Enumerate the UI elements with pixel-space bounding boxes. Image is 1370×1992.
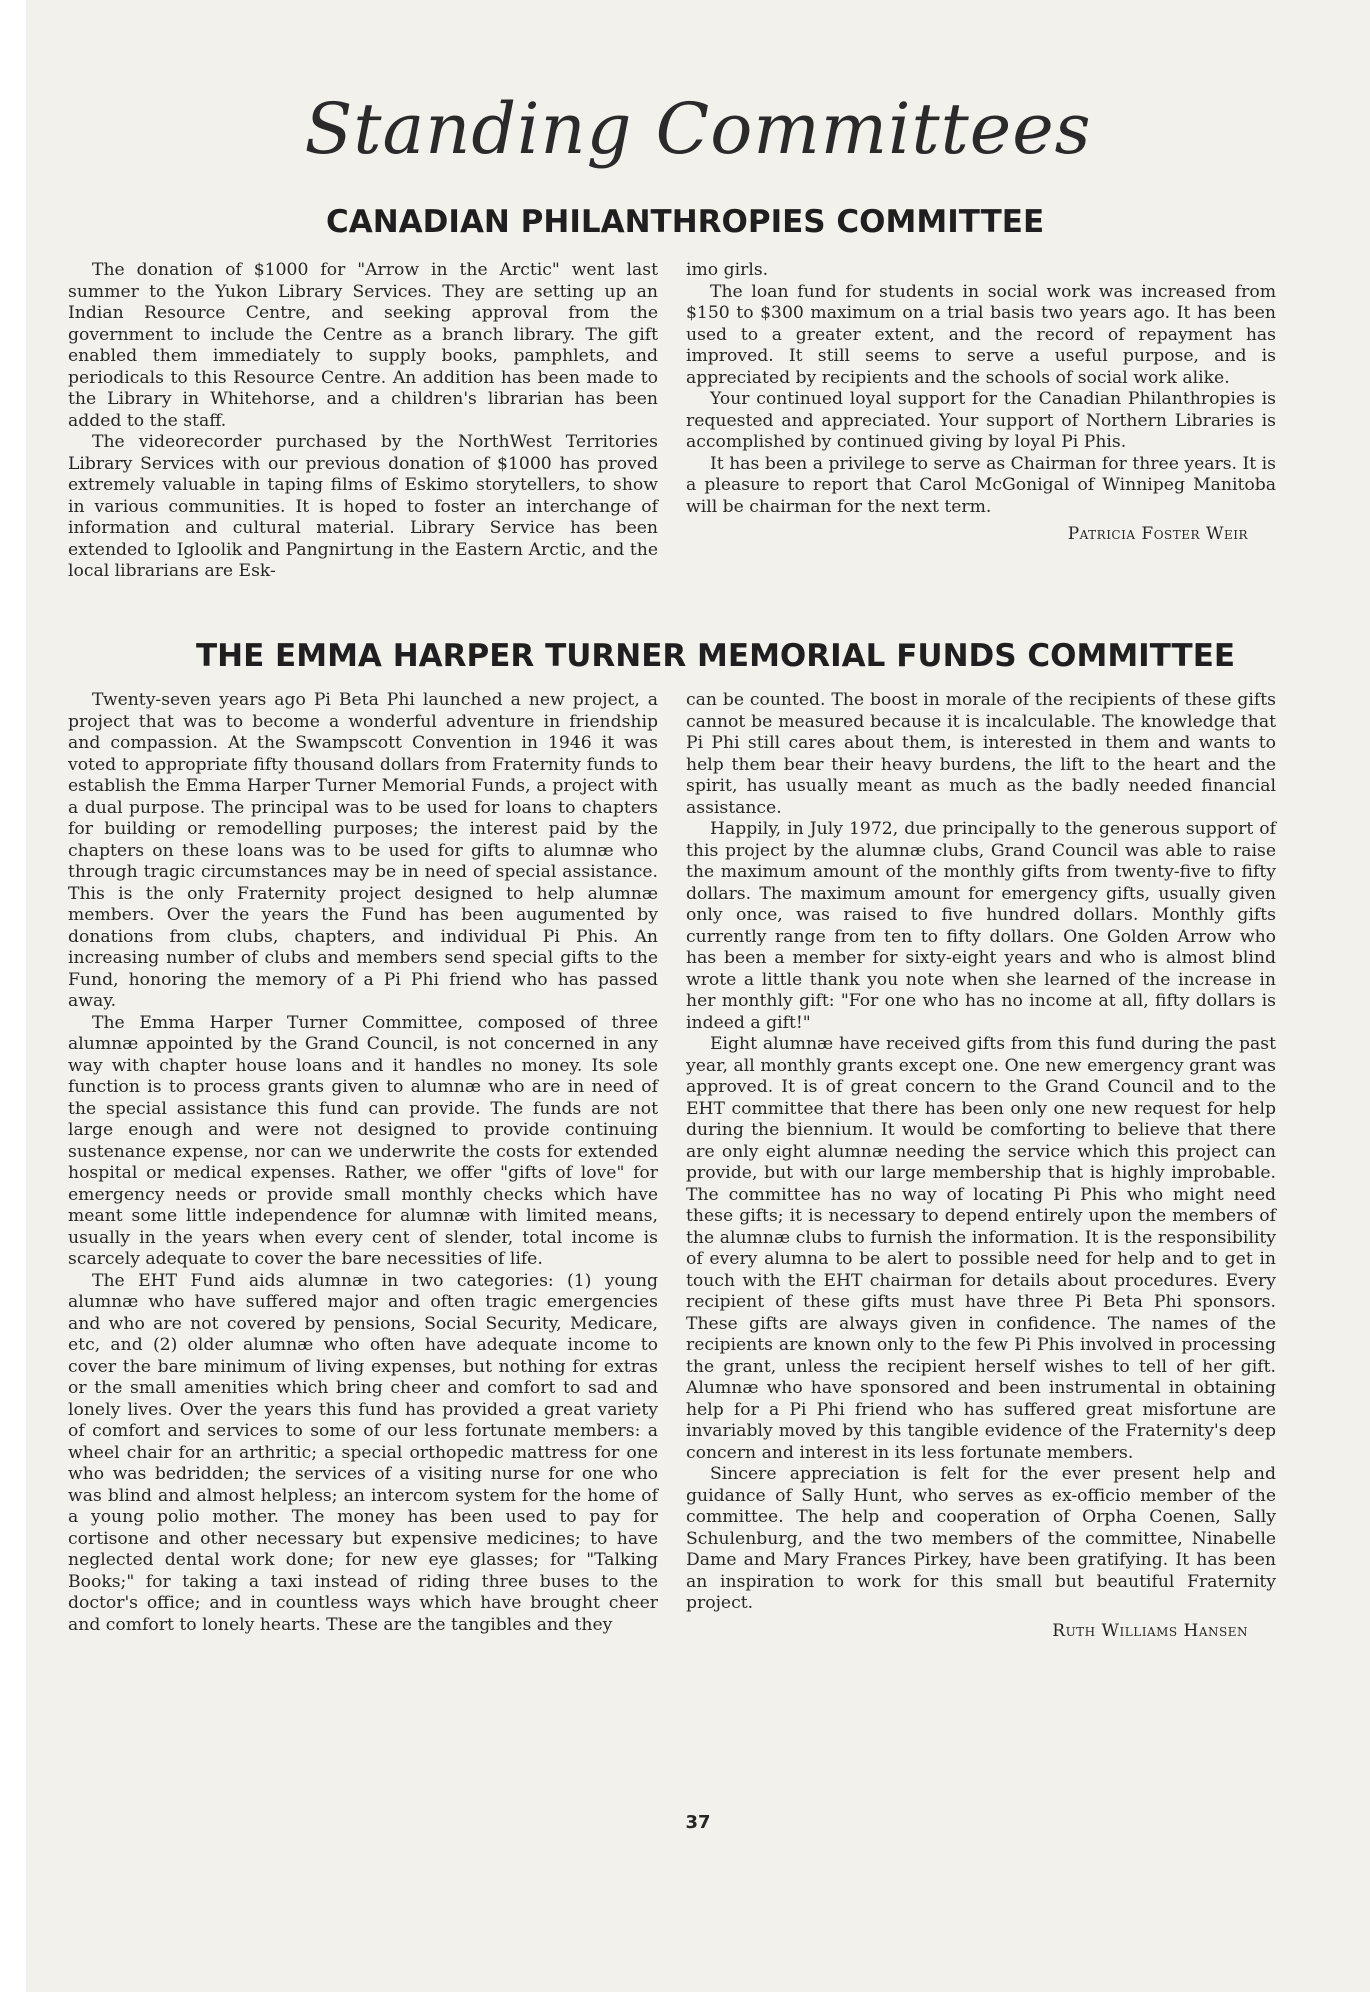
page-number: 37 — [685, 1812, 711, 1833]
paragraph: The donation of $1000 for "Arrow in the Arctic" went last summer to the Yukon Library Services. They are setting up an Indian Resource Centre, and seeking approval from the government to include the Centre as a branch library. The gift enabled them immediately to supply books, pamphlets, and periodicals to this Resource Centre. An addition has been made to the Library in Whitehorse, and a children's librarian has been added to the staff. — [68, 260, 658, 431]
paragraph: The loan fund for students in social work was increased from $150 to $300 maximum on a trial basis two years ago. It has been used to a greater extent, and the record of repayment has improved. It still seems to serve a useful purpose, and is appreciated by recipients and the schools of social work alike. — [686, 281, 1276, 388]
canadian-left-column — [68, 260, 658, 583]
paragraph: Eight alumnæ have received gifts from this fund during the past year, all monthly grants except one. One new emergency grant was approved. It is of great concern to the Grand Council and to the EHT committee that there has been only one new request for help during the biennium. It would be comforting to believe that there are only eight alumnæ needing the service which this project can provide, but with our large membership that is highly improbable. The committee has no way of locating Pi Phis who might need these gifts; it is necessary to depend entirely upon the members of the alumnæ clubs to furnish the information. It is the responsibility of every alumna to be alert to possible need for help and to get in touch with the EHT chairman for details about procedures. Every recipient of these gifts must have three Pi Beta Phi sponsors. These gifts are always given in confidence. The names of the recipients are known only to the few Pi Phis involved in processing the grant, unless the recipient herself wishes to tell of her gift. Alumnæ who have sponsored and been instrumental in obtaining help for a Pi Phi friend who has suffered great misfortune are invariably moved by this tangible evidence of the Fraternity's deep concern and interest in its less fortunate members. — [686, 1034, 1276, 1463]
signature: Ruth Williams Hansen — [1052, 1620, 1248, 1641]
page-title: Standing Committees — [304, 88, 1092, 170]
paragraph: imo girls. — [686, 260, 769, 280]
paragraph: It has been a privilege to serve as Chairman for three years. It is a pleasure to report that Carol McGonigal of Winnipeg Manitoba will be chairman for the next term. — [686, 453, 1276, 517]
emma-right-column — [686, 690, 1276, 1642]
paragraph: Sincere appreciation is felt for the ever present help and guidance of Sally Hunt, who serves as ex-officio member of the committee. The help and cooperation of Orpha Coenen, Sally Schulenburg, and the two members of the committee, Ninabelle Dame and Mary Frances Pirkey, have been gratifying. It has been an inspiration to work for this small but beautiful Fraternity project. — [686, 1464, 1276, 1613]
paragraph: Your continued loyal support for the Canadian Philanthropies is requested and appreciated. Your support of Northern Libraries is accomplished by continued giving by loyal Pi Phis. — [686, 389, 1276, 452]
paragraph: Happily, in July 1972, due principally to the generous support of this project by the alumnæ clubs, Grand Council was able to raise the maximum amount of the monthly gifts from twenty-five to fifty dollars. The maximum amount for emergency gifts, usually given only once, was raised to five hundred dollars. Monthly gifts currently range from ten to fifty dollars. One Golden Arrow who has been a member for sixty-eight years and who is almost blind wrote a little thank you note when she learned of the increase in her monthly gift: "For one who has no income at all, fifty dollars is indeed a gift!" — [686, 819, 1276, 1033]
emma-heading: THE EMMA HARPER TURNER MEMORIAL FUNDS COMMITTEE — [196, 638, 1236, 674]
paragraph: The EHT Fund aids alumnæ in two categories: (1) young alumnæ who have suffered major and often tragic emergencies and who are not covered by pensions, Social Security, Medicare, etc, and (2) older alumnæ who often have adequate income to cover the bare minimum of living expenses, but nothing for extras or the small amenities which bring cheer and comfort to sad and lonely lives. Over the years this fund has provided a great variety of comfort and services to some of our less fortunate members: a wheel chair for an arthritic; a special orthopedic mattress for one who was bedridden; the services of a visiting nurse for one who was blind and almost helpless; an intercom system for the home of a young polio mother. The money has been used to pay for cortisone and other necessary but expensive medicines; to have neglected dental work done; for new eye glasses; for "Talking Books;" for taking a taxi instead of riding three buses to the doctor's office; and in countless ways which have brought cheer and comfort to lonely hearts. These are the tangibles and they — [68, 1270, 658, 1635]
signature: Patricia Foster Weir — [1067, 524, 1248, 544]
paragraph: can be counted. The boost in morale of the recipients of these gifts cannot be measured because it is incalculable. The knowledge that Pi Phi still cares about them, is interested in them and wants to help them bear their heavy burdens, the lift to the heart and the spirit, has usually meant as much as the badly needed financial assistance. — [686, 690, 1276, 818]
page — [26, 0, 1370, 1992]
canadian-heading: CANADIAN PHILANTHROPIES COMMITTEE — [326, 204, 1045, 240]
paragraph: The videorecorder purchased by the NorthWest Territories Library Services with our previous donation of $1000 has proved extremely valuable in taping films of Eskimo storytellers, to show in various communities. It is hoped to foster an interchange of information and cultural material. Library Service has been extended to Igloolik and Pangnirtung in the Eastern Arctic, and the local librarians are Esk- — [68, 432, 658, 581]
emma-left-column — [68, 690, 658, 1636]
paragraph: Twenty-seven years ago Pi Beta Phi launched a new project, a project that was to become a wonderful adventure in friendship and compassion. At the Swampscott Convention in 1946 it was voted to appropriate fifty thousand dollars from Fraternity funds to establish the Emma Harper Turner Memorial Funds, a project with a dual purpose. The principal was to be used for loans to chapters for building or remodelling purposes; the interest paid by the chapters on these loans was to be used for gifts to alumnæ who through tragic circumstances may be in need of special assistance. This is the only Fraternity project designed to help alumnæ members. Over the years the Fund has been augumented by donations from clubs, chapters, and individual Pi Phis. An increasing number of clubs and members send special gifts to the Fund, honoring the memory of a Pi Phi friend who has passed away. — [68, 690, 658, 1011]
paragraph: The Emma Harper Turner Committee, composed of three alumnæ appointed by the Grand Council, is not concerned in any way with chapter house loans and it handles no money. Its sole function is to process grants given to alumnæ who are in need of the special assistance this fund can provide. The funds are not large enough and were not designed to provide continuing sustenance expense, nor can we underwrite the costs for extended hospital or medical expenses. Rather, we offer "gifts of love" for emergency needs or provide small monthly checks which have meant some little independence for alumnæ with limited means, usually in the years when every cent of slender, total income is scarcely adequate to cover the bare necessities of life. — [68, 1012, 658, 1269]
canadian-right-column — [686, 260, 1276, 546]
